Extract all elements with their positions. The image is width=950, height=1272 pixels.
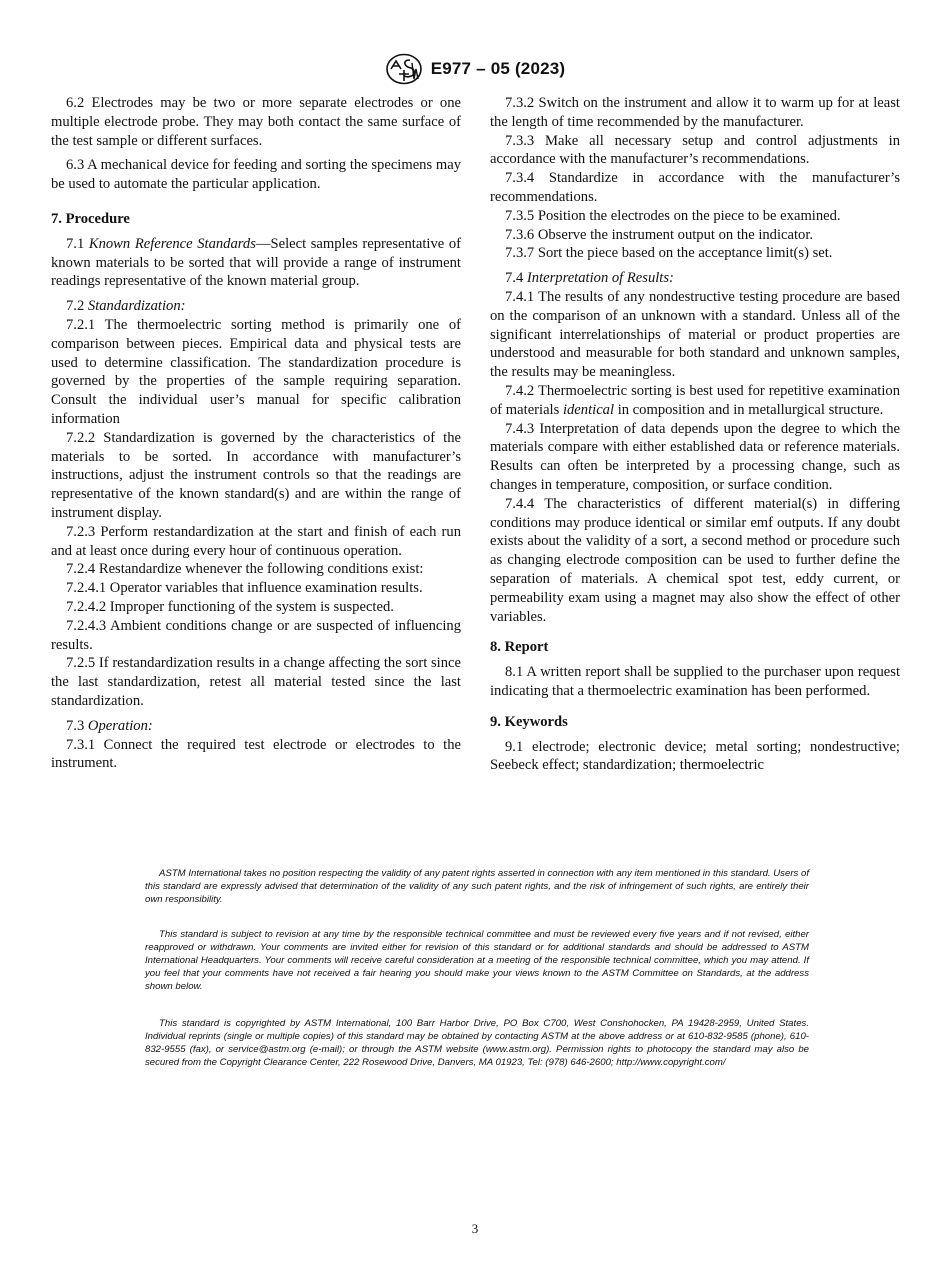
paragraph-7-2-4: 7.2.4 Restandardize whenever the following conditions exist: <box>66 561 424 578</box>
paragraph-7-2-4-1: 7.2.4.1 Operator variables that influence examination results. <box>66 580 423 597</box>
paragraph-7-2-5: 7.2.5 If restandardization results in a change affecting the sort since the last standardization, retest all material tested since the last standardization. <box>51 655 461 709</box>
paragraph-6-3: 6.3 A mechanical device for feeding and sorting the specimens may be used to automate the particular application. <box>51 157 461 193</box>
paragraph-7-3: 7.3 Operation: <box>66 717 153 734</box>
section-heading-keywords: 9. Keywords <box>490 713 568 730</box>
astm-logo-icon <box>385 53 423 85</box>
paragraph-7-2: 7.2 Standardization: <box>66 298 186 315</box>
footer-paragraph: This standard is subject to revision at any time by the responsible technical committee and must be reviewed every five years and if not revised, either reapproved or withdrawn. Your comments are invited either for revision of this standard or for additional standards and should be addressed to ASTM International Headquarters. Your comments will receive careful consideration at a meeting of the responsible technical committee, which you may attend. If you feel that your comments have not received a fair hearing you should make your views known to the ASTM Committee on Standards, at the address shown below. <box>145 929 809 992</box>
paragraph-7-3-4: 7.3.4 Standardize in accordance with the manufacturer’s recommendations. <box>490 170 900 205</box>
right-column <box>490 94 900 775</box>
paragraph-7-2-1: 7.2.1 The thermoelectric sorting method is primarily one of comparison between pieces. Empirical data and physical tests are used to determine classification. The standardization procedure is governed by the properties of the sample requiring separation. Consult the individual user’s manual for specific calibration information <box>51 316 461 427</box>
paragraph-7-3-6: 7.3.6 Observe the instrument output on the indicator. <box>505 226 814 243</box>
footer-paragraph: This standard is copyrighted by ASTM International, 100 Barr Harbor Drive, PO Box C700, West Conshohocken, PA 19428-2959, United States. Individual reprints (single or multiple copies) of this standard may be obtained by contacting ASTM at the above address or at 610-832-9585 (phone), 610-832-9555 (fax), or service@astm.org (e-mail); or through the ASTM website (www.astm.org). Permission rights to photocopy the standard may also be secured from the Copyright Clearance Center, 222 Rosewood Drive, Danvers, MA 01923, Tel: (978) 646-2600; http://www.copyright.com/ <box>145 1018 809 1068</box>
page-number: 3 <box>471 1221 479 1236</box>
paragraph-9-1: 9.1 electrode; electronic device; metal sorting; nondestructive; Seebeck effect; standardization; thermoelectric <box>490 738 900 774</box>
section-heading-procedure: 7. Procedure <box>51 210 130 227</box>
paragraph-7-2-4-3: 7.2.4.3 Ambient conditions change or are suspected of influencing results. <box>51 617 461 653</box>
paragraph-7-4-3: 7.4.3 Interpretation of data depends upon the degree to which the materials compare with either established data or reference materials. Results can often be interpreted by a processing change, such as changes in temperature, composition, or surface condition. <box>490 420 900 493</box>
paragraph-7-3-2: 7.3.2 Switch on the instrument and allow it to warm up for at least the length of time recommended by the manufacturer. <box>490 95 900 130</box>
page-header <box>0 52 950 86</box>
paragraph-7-4-4: 7.4.4 The characteristics of different material(s) in differing conditions may produce identical or similar emf outputs. If any doubt exists about the validity of a sort, a second method or procedure such as changing electrode composition can be used to further define the separation of materials. A chemical spot test, eddy current, or permeability exam using a magnet may also show the effect of other variables. <box>490 495 900 625</box>
paragraph-7-2-2: 7.2.2 Standardization is governed by the characteristics of the materials to be sorted. In accordance with manufacturer’s instructions, adjust the instrument controls so that the readings are representative of the known standard(s) and are within the range of instrument display. <box>51 429 461 521</box>
paragraph-6-2: 6.2 Electrodes may be two or more separate electrodes or one multiple electrode probe. They may both contact the same surface of the test sample or different surfaces. <box>51 95 461 149</box>
paragraph-7-4: 7.4 Interpretation of Results: <box>505 270 674 287</box>
paragraph-7-3-7: 7.3.7 Sort the piece based on the acceptance limit(s) set. <box>505 245 833 262</box>
left-column <box>51 94 461 773</box>
standard-designation: E977 – 05 (2023) <box>430 59 566 78</box>
paragraph-7-3-3: 7.3.3 Make all necessary setup and control adjustments in accordance with the manufacturer’s recommendations. <box>490 132 900 168</box>
paragraph-8-1: 8.1 A written report shall be supplied to the purchaser upon request indicating that a thermoelectric examination has been performed. <box>490 664 900 699</box>
footer-revision-notice <box>145 929 809 994</box>
footer-patent-notice <box>145 868 809 907</box>
paragraph-7-4-2: 7.4.2 Thermoelectric sorting is best used for repetitive examination of materials identical in composition and in metallurgical structure. <box>490 382 900 418</box>
paragraph-7-2-4-2: 7.2.4.2 Improper functioning of the system is suspected. <box>66 598 394 615</box>
paragraph-7-1: 7.1 Known Reference Standards—Select samples representative of known materials to be sorted that will provide a range of instrument readings representative of the known material group. <box>51 235 461 290</box>
paragraph-7-3-1: 7.3.1 Connect the required test electrode or electrodes to the instrument. <box>51 736 461 772</box>
section-heading-report: 8. Report <box>490 639 549 656</box>
footer-paragraph: ASTM International takes no position respecting the validity of any patent rights asserted in connection with any item mentioned in this standard. Users of this standard are expressly advised that determination of the validity of any such patent rights, and the risk of infringement of such rights, are entirely their own responsibility. <box>145 868 809 905</box>
paragraph-7-4-1: 7.4.1 The results of any nondestructive testing procedure are based on the comparison of an unknown with a standard. Unless all of the significant interrelationships of material or product properties are understood and measurable for both standard and unknown samples, the results may be meaningless. <box>490 288 900 381</box>
footer-copyright-notice <box>145 1018 809 1070</box>
paragraph-7-3-5: 7.3.5 Position the electrodes on the piece to be examined. <box>505 207 841 224</box>
paragraph-7-2-3: 7.2.3 Perform restandardization at the start and finish of each run and at least once during every hour of continuous operation. <box>51 523 461 559</box>
